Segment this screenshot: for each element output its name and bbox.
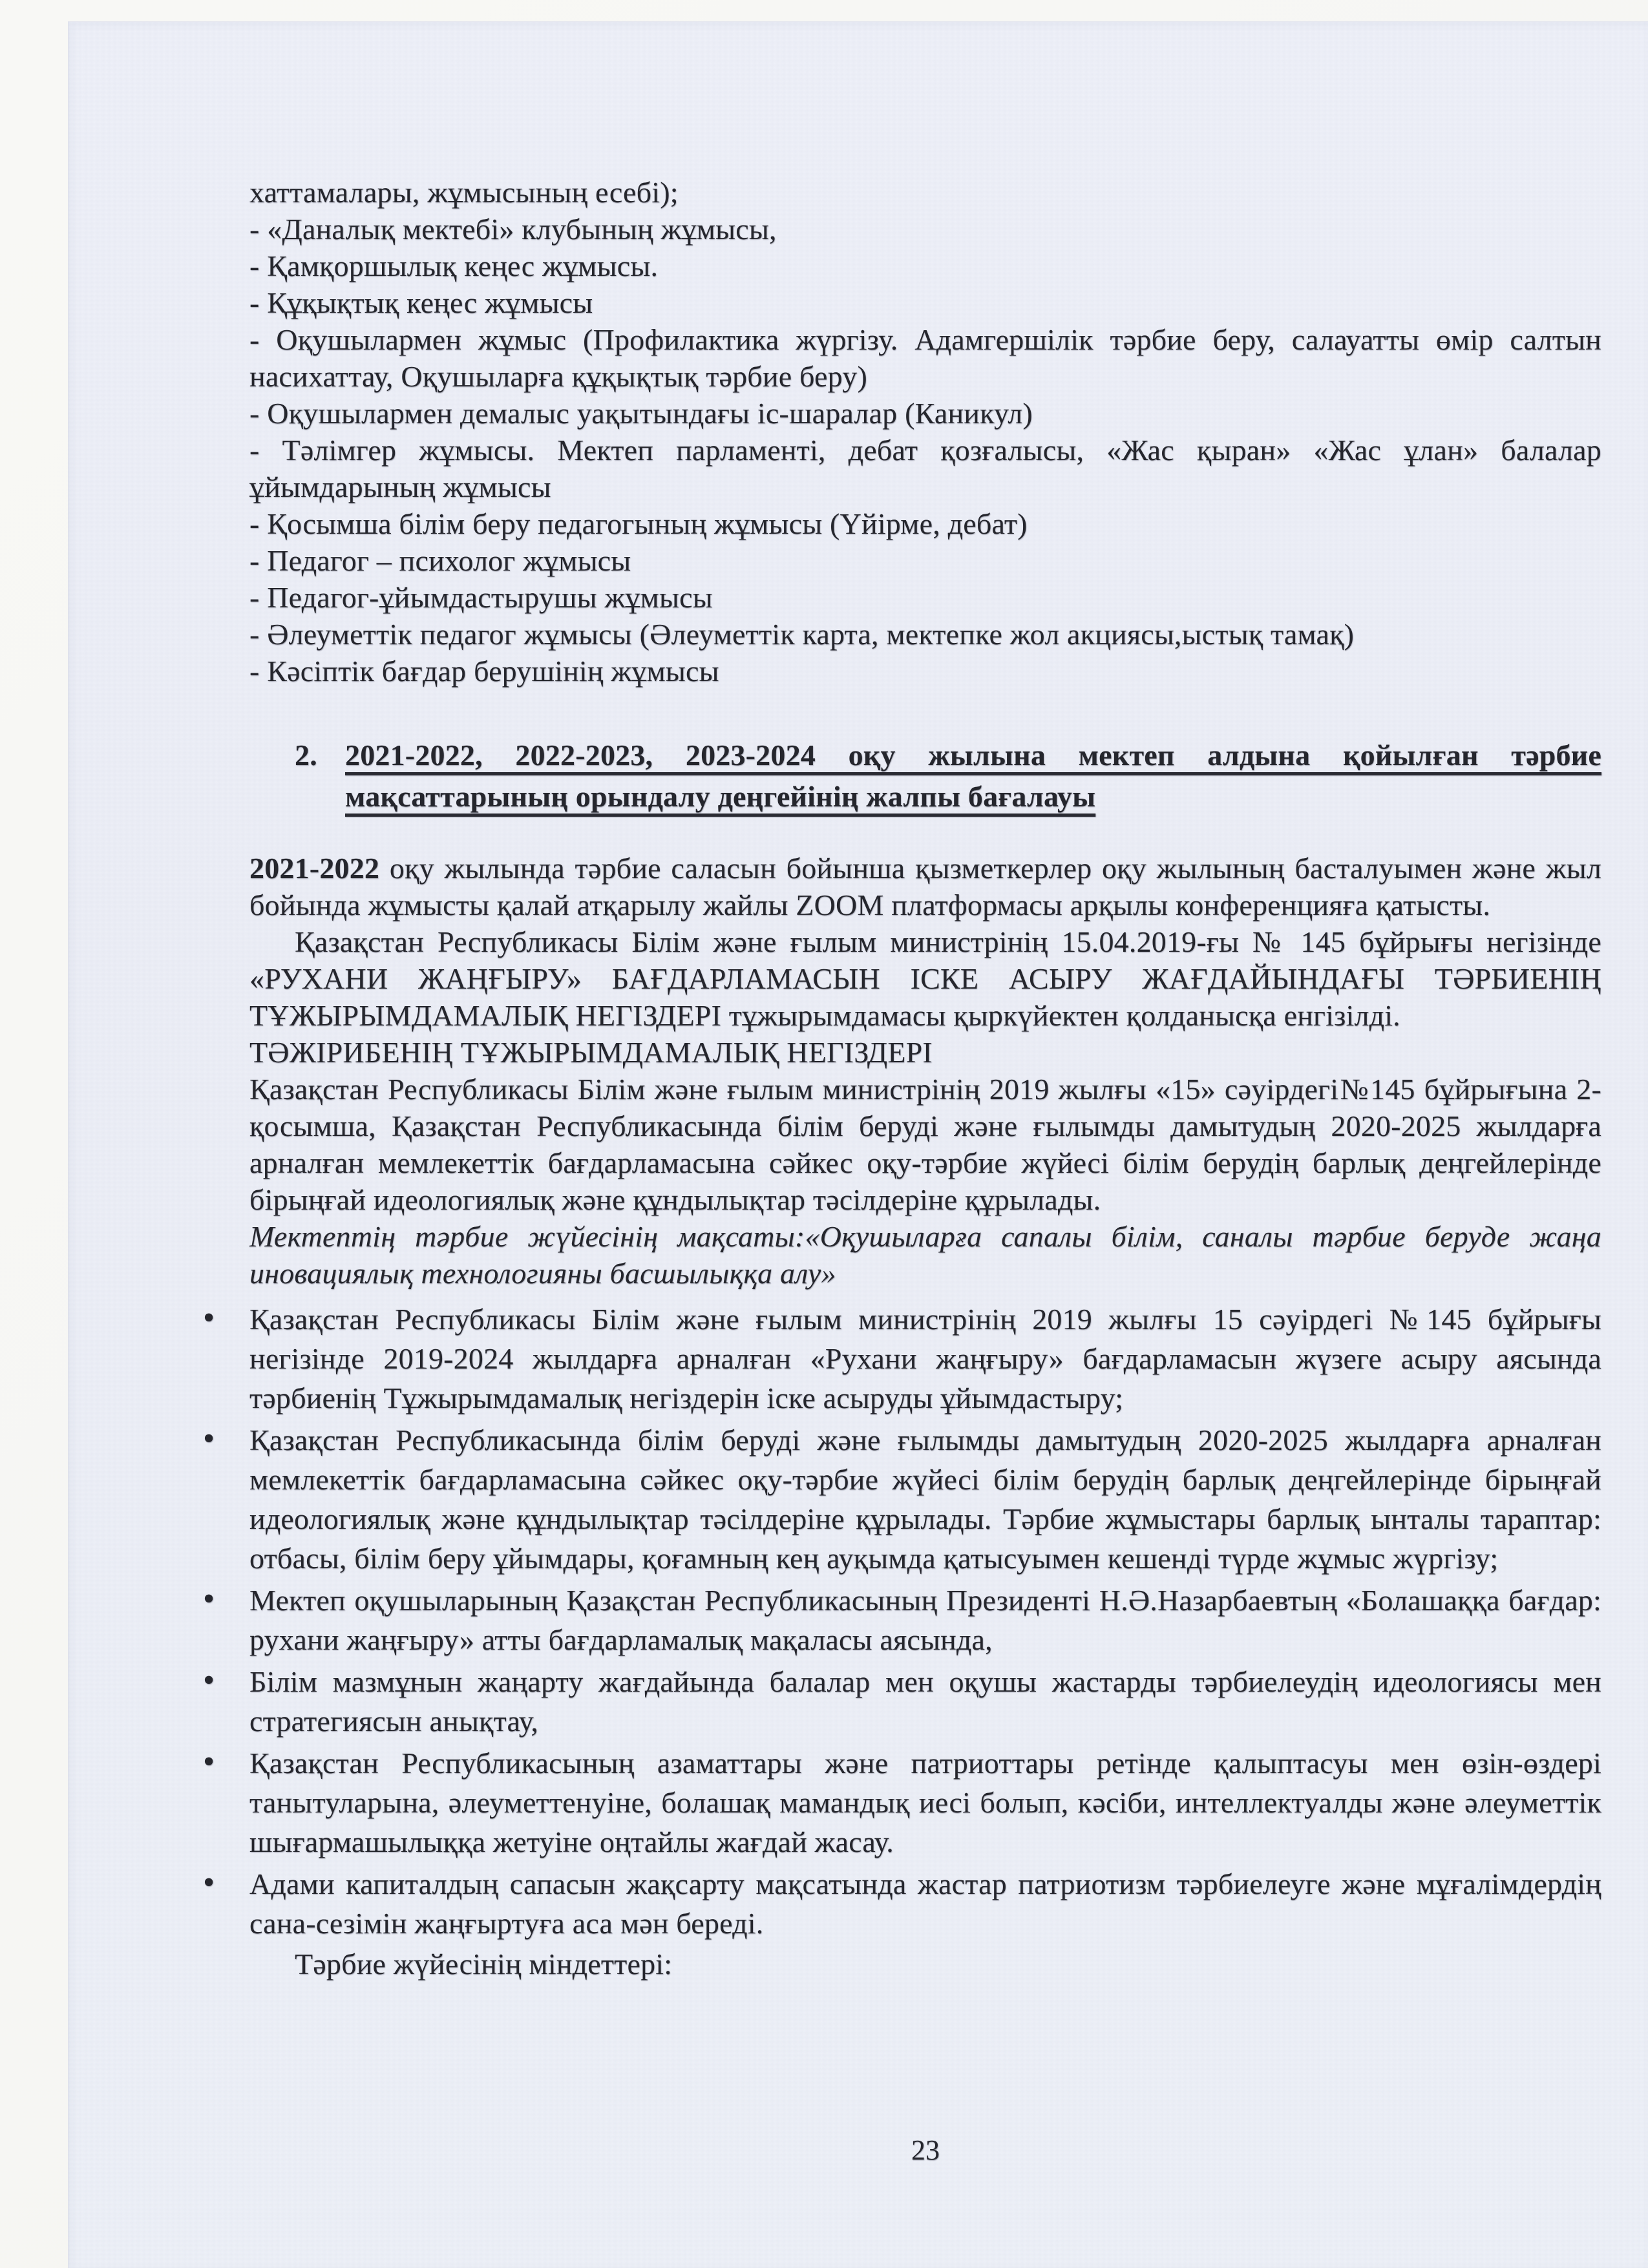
intro-line: - Педагог – психолог жұмысы (249, 544, 631, 577)
intro-line: - Қамқоршылық кеңес жұмысы. (249, 249, 659, 282)
school-goal-quote: Мектептің тәрбие жүйесінің мақсаты:«Оқушыларға сапалы білім, саналы тәрбие беруде жаңа иновациялық технологияны басшылыққа алу» (249, 1220, 1601, 1290)
intro-line: - «Даналық мектебі» клубының жұмысы, (249, 213, 777, 246)
bullet-item: • Қазақстан Республикасы Білім және ғылым министрінің 2019 жылғы 15 сәуірдегі №145 бұйрығы негізінде 2019-2024 жылдарға арналған «Рухани жаңғыру» бағдарламасын жүзеге асыру аясында тәрбиенің Тұжырымдамалық негіздерін іске асыруды ұйымдастыру; (249, 1299, 1601, 1418)
section-heading (295, 735, 1601, 817)
scanned-page (68, 21, 1648, 2268)
page-number: 23 (911, 2134, 940, 2166)
bullet-item: • Қазақстан Республикасының азаматтары және патриоттары ретінде қалыптасуы мен өзін-өздері танытуларына, әлеуметтенуіне, болашақ мамандық иесі болып, кәсіби, интеллектуалды және әлеуметтік шығармашылыққа жетуіне оңтайлы жағдай жасау. (249, 1743, 1601, 1862)
paragraph-zoom-rest: оқу жылында тәрбие саласын бойынша қызметкерлер оқу жылының басталуымен және жыл бойында жұмысты қалай атқарылу жайлы ZOOM платформасы арқылы конференцияға қатысты. (249, 852, 1601, 921)
bullet-item: • Мектеп оқушыларының Қазақстан Республикасының Президенті Н.Ә.Назарбаевтың «Болашаққа бағдар: рухани жаңғыру» атты бағдарламалық мақаласы аясында, (249, 1580, 1601, 1659)
paragraph-state-program: Қазақстан Республикасы Білім және ғылым министрінің 2019 жылғы «15» сәуірдегі№145 бұйрығына 2-қосымша, Қазақстан Республикасында білім беруді және ғылымды дамытудың 2020-2025 жылдарға арналған мемлекеттік бағдарламасына сәйкес оқу-тәрбие жүйесі білім берудің барлық деңгейлерінде бірыңғай идеологиялық және құндылықтар тәсілдеріне құрылады. (249, 1073, 1601, 1216)
intro-line: - Оқушылармен демалыс уақытындағы іс-шаралар (Каникул) (249, 397, 1033, 430)
page-content (69, 22, 1648, 1982)
bullet-list (249, 1299, 1601, 1943)
section-number: 2. (295, 739, 317, 772)
intro-line: - Кәсіптік бағдар берушінің жұмысы (249, 655, 719, 688)
intro-line: - Оқушылармен жұмыс (Профилактика жүргізу. Адамгершілік тәрбие беру, салауатты өмір салтын насихаттау, Оқушыларға құқықтық тәрбие беру) (249, 323, 1601, 393)
intro-line: - Құқықтық кеңес жұмысы (249, 286, 593, 319)
bullet-item: • Қазақстан Республикасында білім беруді және ғылымды дамытудың 2020-2025 жылдарға арналған мемлекеттік бағдарламасына сәйкес оқу-тәрбие жүйесі білім берудің барлық деңгейлерінде бірыңғай идеологиялық және құндылықтар тәсілдеріне құрылады. Тәрбие жұмыстары барлық ынталы тараптар: отбасы, білім беру ұйымдары, қоғамның кең ауқымда қатысуымен кешенді түрде жұмыс жүргізу; (249, 1420, 1601, 1578)
bullet-item: • Адами капиталдың сапасын жақсарту мақсатында жастар патриотизм тәрбиелеуге және мұғалімдердің сана-сезімін жаңғыртуға аса мән береді. (249, 1864, 1601, 1943)
concept-title-line: ТӘЖІРИБЕНІҢ ТҰЖЫРЫМДАМАЛЫҚ НЕГІЗДЕРІ (249, 1036, 933, 1069)
intro-line: хаттамалары, жұмысының есебі); (249, 176, 679, 209)
section-title: 2021-2022, 2022-2023, 2023-2024 оқу жылына мектеп алдына қойылған тәрбие мақсаттарының орындалу деңгейінің жалпы бағалауы (345, 739, 1601, 813)
tasks-lead-line: Тәрбие жүйесінің міндеттері: (295, 1948, 673, 1980)
intro-line: - Қосымша білім беру педагогының жұмысы (Үйірме, дебат) (249, 507, 1028, 540)
intro-line: - Әлеуметтік педагог жұмысы (Әлеуметтік карта, мектепке жол акциясы,ыстық тамақ) (249, 618, 1355, 651)
intro-line: - Тәлімгер жұмысы. Мектеп парламенті, дебат қозғалысы, «Жас қыран» «Жас ұлан» балалар ұйымдарының жұмысы (249, 434, 1601, 503)
intro-list (249, 174, 1601, 689)
intro-line: - Педагог-ұйымдастырушы жұмысы (249, 581, 713, 614)
paragraph-zoom-conference (249, 850, 1601, 923)
bullet-item: • Білім мазмұнын жаңарту жағдайында балалар мен оқушы жастарды тәрбиелеудің идеологиясы мен стратегиясын анықтау, (249, 1662, 1601, 1741)
year-lead-bold: 2021-2022 (249, 852, 380, 885)
paragraph-decree-145: Қазақстан Республикасы Білім және ғылым министрінің 15.04.2019-ғы № 145 бұйрығы негізінде «РУХАНИ ЖАҢҒЫРУ» БАҒДАРЛАМАСЫН ІСКЕ АСЫРУ ЖАҒДАЙЫНДАҒЫ ТӘРБИЕНІҢ ТҰЖЫРЫМДАМАЛЫҚ НЕГІЗДЕРІ тұжырымдамасы қыркүйектен қолданысқа енгізілді. (249, 925, 1601, 1032)
